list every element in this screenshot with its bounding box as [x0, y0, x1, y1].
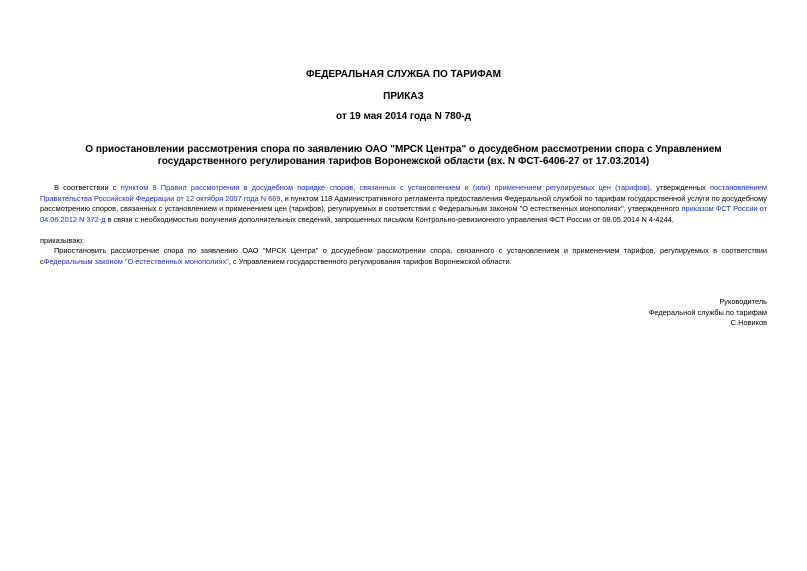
paragraph-basis	[40, 183, 767, 225]
paragraph-text: , утвержденных	[649, 183, 710, 192]
paragraph-text: , с Управлением государственного регулирования тарифов Воронежской области.	[228, 256, 512, 266]
signature-position: Руководитель	[719, 297, 767, 306]
paragraph-text: Приостановить рассмотрение спора по заявлению ОАО "МРСК Центра" о досудебном рассмотрении спора, связанного с установлением и применением тарифов, регулируемых в соответствии с	[40, 246, 767, 266]
paragraph-text: В соответствии с	[54, 183, 121, 192]
paragraph-text: , и пунктом 118 Административного регламента предоставления Федеральной службой по тарифам государственной услуги по досудебному рассмотрению споров, связанных с установлением и применением цен (тарифов), регулируемых в соответствии с Федеральным законом "О естественных монополиях", утвержденного	[40, 193, 767, 213]
signature-organization: Федеральной службы по тарифам	[648, 307, 767, 317]
paragraph-order-word: приказываю:	[40, 236, 84, 245]
paragraph-decision	[40, 246, 767, 267]
signature-block	[467, 297, 767, 329]
link-government-resolution[interactable]: постановлением Правительства Российской Федерации от 12 октября 2007 года N 669	[40, 183, 767, 203]
link-federal-law[interactable]: Федеральным законом "О естественных монополиях"	[43, 256, 229, 266]
link-rules-point-9[interactable]: пунктом 9 Правил рассмотрения в досудебном порядке споров, связанных с установлением и (или) применением регулируемых цен (тарифов)	[120, 183, 650, 192]
paragraph-text: в связи с необходимостью получения дополнительных сведений, запрошенных письмом Контрольно-ревизионного управления ФСТ России от 08.05.2014 N 4-4244,	[105, 214, 674, 224]
document-subject: О приостановлении рассмотрения спора по заявлению ОАО "МРСК Центра" о досудебном рассмотрении спора с Управлением государственного регулирования тарифов Воронежской области (вх. N ФСТ-6406-27 от 17.03.2014)	[85, 144, 722, 167]
link-fst-order[interactable]: приказом ФСТ России от 04.06.2012 N 372-д	[40, 204, 767, 224]
signature-name: С.Новиков	[730, 318, 767, 327]
document-type: ПРИКАЗ	[383, 91, 424, 102]
document-date-number: от 19 мая 2014 года N 780-д	[336, 111, 471, 122]
agency-title: ФЕДЕРАЛЬНАЯ СЛУЖБА ПО ТАРИФАМ	[306, 69, 501, 80]
